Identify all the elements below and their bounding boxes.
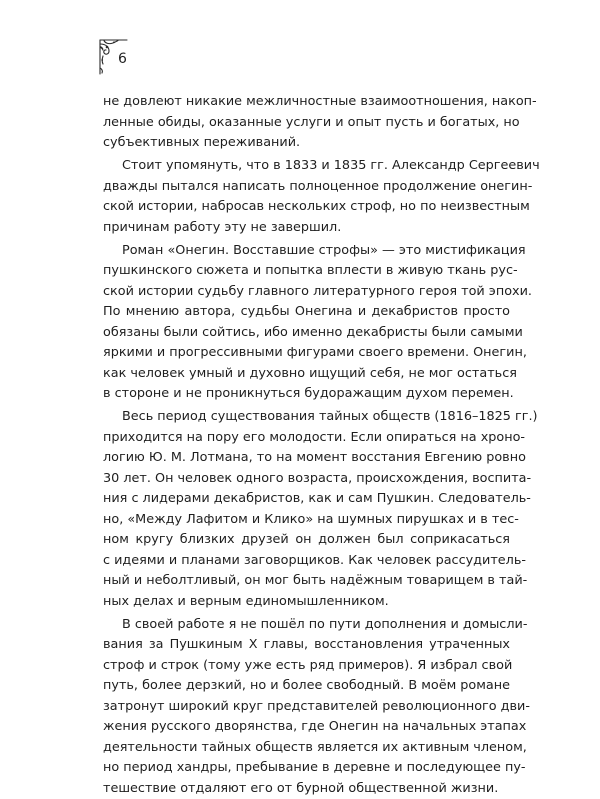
text-line: субъективных переживаний. (103, 133, 510, 154)
text-line: затронут широкий круг представителей революционного дви- (103, 697, 510, 718)
text-line: вания за Пушкиным X главы, восстановления утраченных (103, 635, 510, 656)
text-line: Весь период существования тайных обществ (1816–1825 гг.) (103, 407, 510, 428)
text-line: жения русского дворянства, где Онегин на начальных этапах (103, 717, 510, 738)
text-line: ный и неболтливый, он мог быть надёжным товарищем в тай- (103, 571, 510, 592)
text-line: дважды пытался написать полноценное продолжение онегин- (103, 177, 510, 198)
text-line: путь, более дерзкий, но и более свободный. В моём романе (103, 676, 510, 697)
text-line: ленные обиды, оказанные услуги и опыт пусть и богатых, но (103, 113, 510, 134)
paragraph (103, 156, 510, 238)
page-number: 6 (118, 51, 127, 67)
text-line: с идеями и планами заговорщиков. Как человек рассудитель- (103, 551, 510, 572)
text-line: Роман «Онегин. Восставшие строфы» — это мистификация (103, 241, 510, 262)
paragraph (103, 407, 510, 612)
text-line: 30 лет. Он человек одного возраста, происхождения, воспита- (103, 469, 510, 490)
text-line: но, «Между Лафитом и Клико» на шумных пирушках и в тес- (103, 510, 510, 531)
text-line: ном кругу близких друзей он должен был соприкасаться (103, 530, 510, 551)
text-line: как человек умный и духовно ищущий себя, не мог остаться (103, 364, 510, 385)
text-line: ской истории судьбу главного литературного героя той эпохи. (103, 282, 510, 303)
page-header (97, 38, 127, 78)
paragraph (103, 615, 510, 799)
text-line: в стороне и не проникнуться будоражащим духом перемен. (103, 384, 510, 405)
text-line: ных делах и верным единомышленником. (103, 592, 510, 613)
body-text (103, 92, 510, 799)
text-line: логию Ю. М. Лотмана, то на момент восстания Евгению ровно (103, 448, 510, 469)
text-line: яркими и прогрессивными фигурами своего времени. Онегин, (103, 343, 510, 364)
text-line: тешествие отдаляют его от бурной общественной жизни. (103, 779, 510, 799)
text-line: В своей работе я не пошёл по пути дополнения и домысли- (103, 615, 510, 636)
text-line: Стоит упомянуть, что в 1833 и 1835 гг. Александр Сергеевич (103, 156, 510, 177)
text-line: строф и строк (тому уже есть ряд примеров). Я избрал свой (103, 656, 510, 677)
paragraph (103, 92, 510, 154)
text-line: причинам работу эту не завершил. (103, 218, 510, 239)
text-line: деятельности тайных обществ является их активным членом, (103, 738, 510, 759)
text-line: ния с лидерами декабристов, как и сам Пушкин. Следователь- (103, 489, 510, 510)
text-line: не довлеют никакие межличностные взаимоотношения, накоп- (103, 92, 510, 113)
text-line: По мнению автора, судьбы Онегина и декабристов просто (103, 302, 510, 323)
text-line: но период хандры, пребывание в деревне и последующее пу- (103, 758, 510, 779)
text-line: ской истории, набросав нескольких строф, но по неизвестным (103, 197, 510, 218)
text-line: обязаны были сойтись, ибо именно декабристы были самыми (103, 323, 510, 344)
text-line: приходится на пору его молодости. Если опираться на хроно- (103, 428, 510, 449)
paragraph (103, 241, 510, 405)
text-line: пушкинского сюжета и попытка вплести в живую ткань рус- (103, 261, 510, 282)
